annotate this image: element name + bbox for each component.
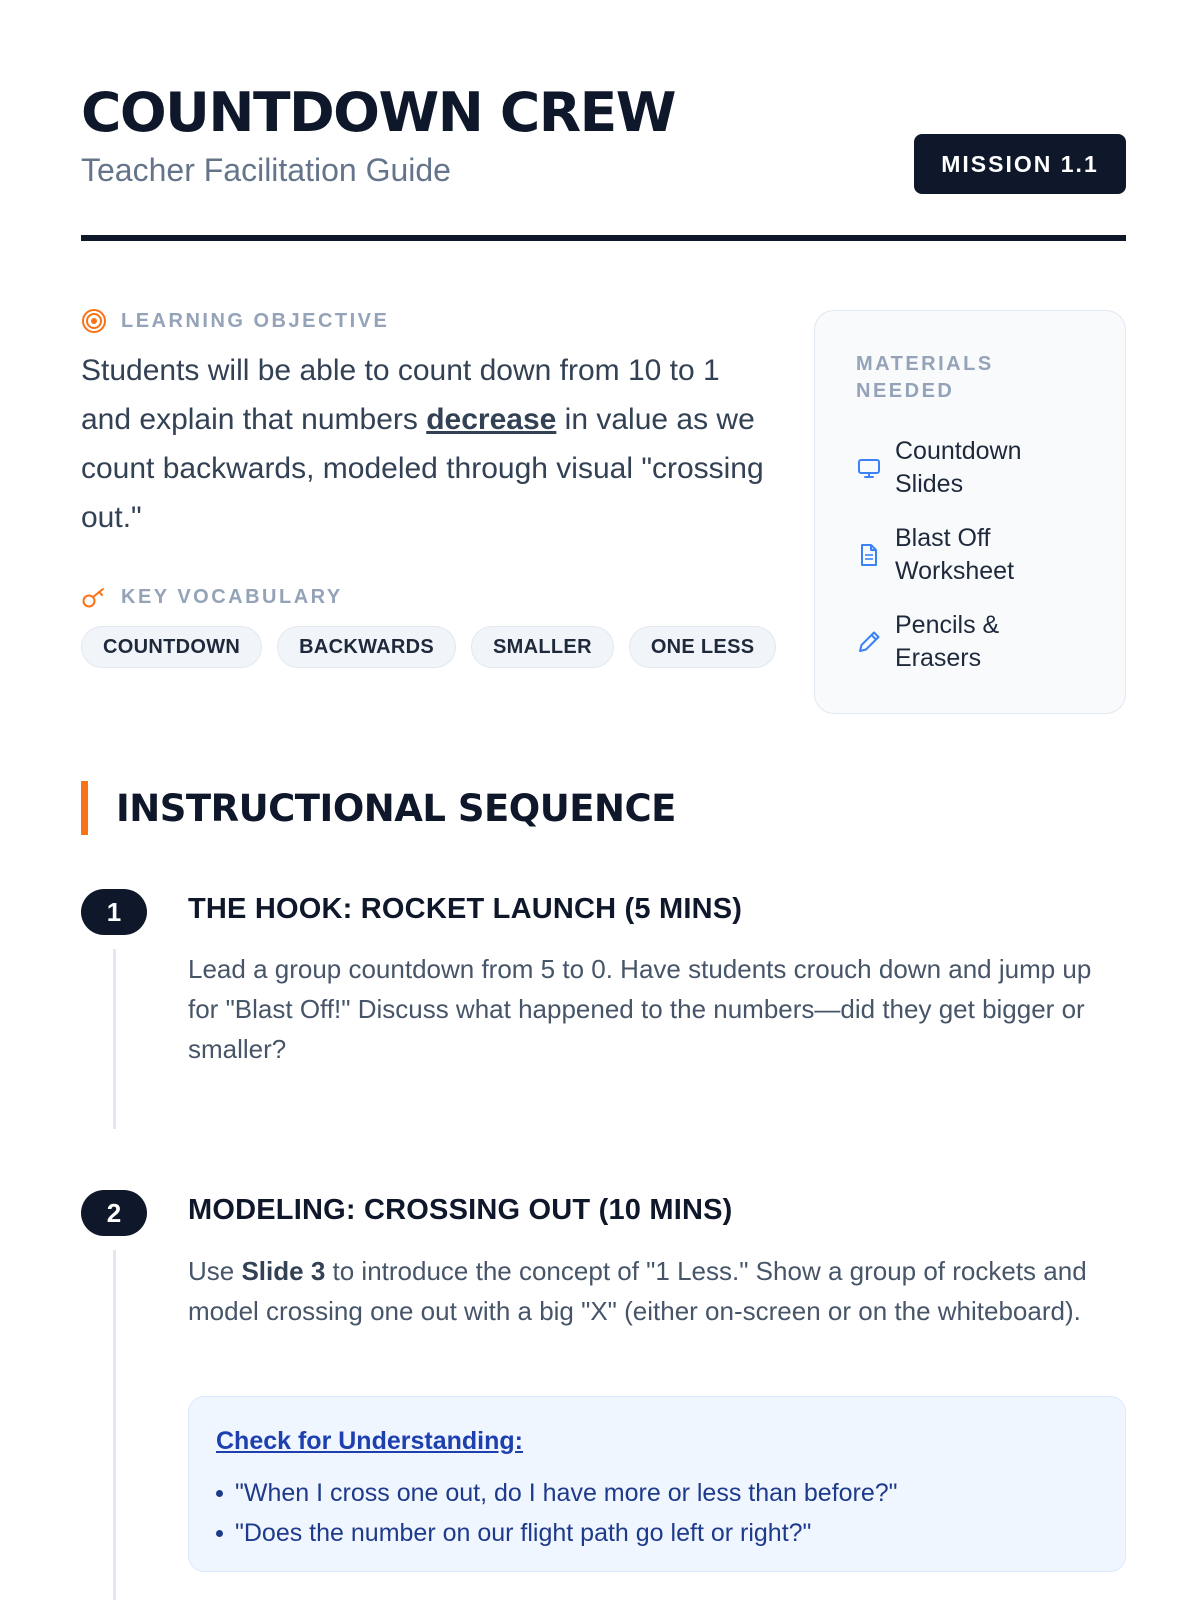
target-icon — [81, 308, 107, 334]
step-timeline-line — [113, 1250, 116, 1600]
vocabulary-chips — [81, 626, 776, 668]
objective-text-end: in value as we count backwards, modeled through visual "crossing out." — [81, 403, 764, 534]
step-title: MODELING: CROSSING OUT (10 MINS) — [188, 1194, 733, 1226]
document-icon — [856, 542, 882, 568]
mission-badge: MISSION 1.1 — [914, 134, 1126, 194]
sequence-title: INSTRUCTIONAL SEQUENCE — [116, 786, 676, 830]
material-label: Pencils & Erasers — [895, 611, 1000, 672]
pencil-icon — [856, 629, 882, 655]
check-question — [216, 1513, 898, 1553]
vocab-chip-backwards: BACKWARDS — [277, 626, 456, 668]
step-number: 2 — [81, 1190, 147, 1236]
vocabulary-label — [81, 584, 343, 610]
material-item-worksheet — [856, 522, 1075, 588]
header — [81, 80, 1126, 240]
page-subtitle: Teacher Facilitation Guide — [81, 152, 451, 188]
step-body-end: to introduce the concept of "1 Less." Show a group of rockets and model crossing one out with a big "X" (either on-screen or on the whiteboard). — [188, 1256, 1087, 1326]
sequence-heading — [81, 781, 676, 835]
material-item-pencils — [856, 609, 1075, 675]
vocab-chip-countdown: COUNTDOWN — [81, 626, 262, 668]
page-title: COUNTDOWN CREW — [81, 81, 676, 144]
vocab-chip-smaller: SMALLER — [471, 626, 614, 668]
sequence-accent-bar — [81, 781, 88, 835]
materials-card — [814, 310, 1126, 714]
check-for-understanding-box — [188, 1396, 1126, 1572]
objective-text — [81, 346, 771, 542]
check-question-text: "When I cross one out, do I have more or less than before?" — [235, 1479, 898, 1507]
bullet-icon — [216, 1530, 223, 1537]
step-number: 1 — [81, 889, 147, 935]
materials-title: MATERIALS NEEDED — [856, 353, 994, 402]
step-body-bold: Slide 3 — [241, 1256, 326, 1286]
objective-keyword: decrease — [426, 403, 557, 436]
header-divider — [81, 235, 1126, 241]
step-body: Lead a group countdown from 5 to 0. Have students crouch down and jump up for "Blast Off!" Discuss what happened to the numbers—did they get bigger or smaller? — [188, 954, 1092, 1064]
check-for-understanding-title: Check for Understanding: — [216, 1427, 523, 1455]
step-body — [188, 1251, 1126, 1331]
objective-text-start: Students will be able to count down from 10 to 1 and explain that numbers — [81, 354, 720, 436]
vocabulary-label-text: KEY VOCABULARY — [121, 585, 343, 608]
check-questions-list — [216, 1473, 898, 1553]
material-label: Countdown Slides — [895, 437, 1022, 498]
check-question-text: "Does the number on our flight path go left or right?" — [235, 1519, 812, 1547]
bullet-icon — [216, 1490, 223, 1497]
monitor-icon — [856, 455, 882, 481]
check-question — [216, 1473, 898, 1513]
material-label: Blast Off Worksheet — [895, 524, 1015, 585]
material-item-slides — [856, 435, 1075, 501]
objective-label — [81, 308, 389, 334]
key-icon — [81, 584, 107, 610]
vocab-chip-one-less: ONE LESS — [629, 626, 777, 668]
step-timeline-line — [113, 949, 116, 1129]
step-title: THE HOOK: ROCKET LAUNCH (5 MINS) — [188, 893, 743, 925]
step-body-start: Use — [188, 1256, 242, 1286]
objective-label-text: LEARNING OBJECTIVE — [121, 309, 390, 332]
